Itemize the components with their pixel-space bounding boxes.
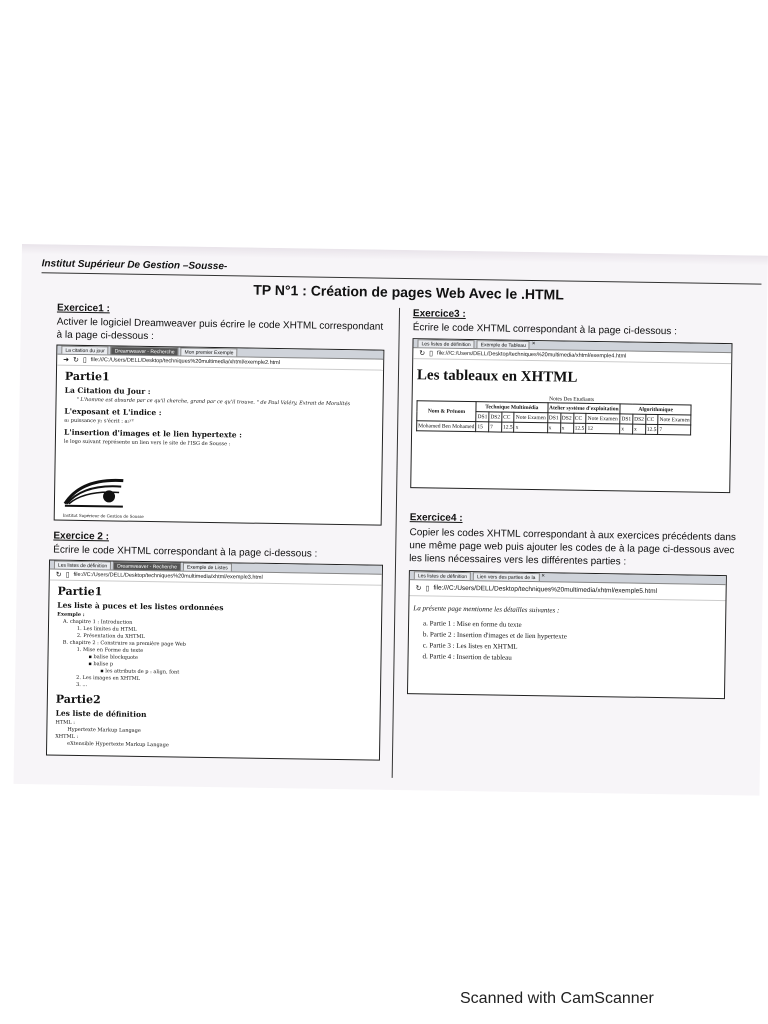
page-icon: ▯ (65, 571, 70, 579)
list-item[interactable]: b. Partie 2 : Insertion d'images et de lien hypertexte (422, 630, 567, 641)
ex3-text: Écrire le code XHTML correspondant à la page ci-dessous : (412, 322, 678, 338)
list-item: A. chapitre 1 : Introduction (63, 618, 133, 626)
reload-icon[interactable]: ↻ (72, 356, 79, 364)
ex2-title: Exercice 2 : (53, 530, 110, 543)
group-header: Atelier système d'exploitation (547, 403, 620, 414)
ex3-tab-1[interactable]: Les listes de définition (417, 339, 474, 348)
table-cell: 7 (489, 422, 502, 432)
list-item: 1. Mise en Forme du texte (76, 646, 144, 654)
sub-header: Note Examen (586, 413, 620, 424)
sub-header: DS1 (476, 412, 489, 422)
ex2-example-label: Exemple : (57, 611, 85, 619)
table-cell: 7 (658, 425, 691, 436)
ex3-tab-2[interactable]: Exemple de Tableau (477, 340, 530, 349)
ex4-text2: une même page web puis ajouter les codes de à la page ci-dessous avec (409, 540, 735, 557)
list-item: ▪ les attributs de p : align, font (100, 668, 180, 676)
ex2-partie2: Partie2 (55, 692, 101, 707)
forward-arrow-icon[interactable]: ➜ (63, 356, 70, 364)
ex4-intro: La présente page mentionne les détailles suivantes : (413, 604, 560, 615)
def-desc: eXtensible Hypertexte Markup Langage (67, 740, 169, 749)
ex4-text3: les liens nécessaires vers les différentes parties : (409, 553, 627, 568)
institute-name: Institut Supérieur De Gestion –Sousse- (41, 258, 228, 273)
table-cell: Mohamed Ben Mohamed (417, 421, 476, 432)
notes-table (416, 400, 692, 435)
table-cell: 12.5 (645, 424, 658, 434)
ex1-tab-1[interactable]: La citation du jour (61, 346, 109, 355)
ex1-exposant-heading: L'exposant et L'indice : (64, 406, 162, 418)
list-item[interactable]: c. Partie 3 : Les listes en XHTML (422, 641, 518, 651)
sub-header: DS1 (547, 413, 560, 423)
isg-logo-image[interactable] (63, 474, 128, 511)
page-icon: ▯ (429, 350, 434, 358)
ex3-title: Exercice3 : (412, 308, 466, 320)
list-item: B. chapitre 2 : Construire sa première page Web (62, 639, 186, 648)
list-item-text: balise blockquote (93, 654, 139, 661)
ex2-tab-1[interactable]: Les listes de définition (54, 561, 111, 570)
def-term: HTML : (55, 719, 75, 726)
ex4-url: file:///C:/Users/DELL/Desktop/techniques%20multimedia/xhtml/exemple5.html (433, 584, 658, 596)
close-icon[interactable]: × (541, 573, 545, 580)
table-cell: 12 (586, 423, 620, 434)
def-desc: Hypertexte Markup Langage (67, 726, 141, 734)
group-header: Algorithmique (620, 404, 691, 415)
table-cell: x (632, 424, 645, 434)
list-item: 2. Présentation du XHTML (76, 632, 145, 640)
ex2-tab-2[interactable]: Dreamweaver - Recherche (113, 561, 181, 570)
ex1-tab-2[interactable]: Dreamweaver - Recherche (111, 346, 179, 355)
table-cell: x (620, 424, 633, 434)
table-cell: x (547, 423, 560, 433)
list-item: 3. ... (76, 681, 88, 689)
list-item-text: les attributs de p : align, font (105, 668, 180, 676)
ex1-partie1: Partie1 (64, 369, 110, 384)
table-cell: 15 (476, 422, 489, 432)
reload-icon[interactable]: ↻ (415, 584, 422, 592)
sub-header: Note Examen (658, 415, 691, 426)
ex3-table-caption: Notes Des Etudiants (549, 396, 595, 404)
ex4-text1: Copier les codes XHTML correspondant à aux exercices précédents dans (409, 527, 737, 544)
table-cell: x (560, 423, 573, 433)
sub-header: Note Examen (514, 412, 547, 423)
list-item[interactable]: d. Partie 4 : Insertion de tableau (422, 652, 512, 662)
list-item[interactable]: a. Partie 1 : Mise en forme du texte (423, 619, 522, 629)
ex4-title: Exercice4 : (409, 512, 463, 524)
ex1-url: file:///C:/Users/DELL/Desktop/techniques%20multimedia/xhtml/exemple2.html (90, 357, 281, 367)
list-item: 1. Les limites du HTML (76, 625, 137, 633)
def-term: XHTML : (55, 733, 79, 740)
ex1-text2: à la page ci-dessous : (56, 329, 154, 343)
sub-header: CC (645, 414, 658, 424)
close-icon[interactable]: × (531, 341, 536, 348)
table-cell: 12.5 (501, 422, 514, 432)
ex1-formula: a₂ puissance y₂ s'écrit : a₂ʸ² (64, 417, 134, 425)
ex2-definition-heading: Les liste de définition (55, 708, 147, 720)
ex1-logo-text: le logo suivant représente un lien vers le site de l'ISG de Sousse : (63, 438, 231, 448)
list-item-text: balise p (93, 661, 114, 668)
ex1-logo-caption: Institut Supérieur de Gestion de Sousse (62, 512, 144, 519)
group-header: Technique Multimédia (476, 402, 547, 413)
ex3-screenshot (410, 338, 732, 493)
list-item: ▪ balise p (88, 661, 114, 668)
page-icon: ▯ (425, 584, 430, 592)
sub-header: DS2 (560, 413, 573, 423)
sub-header: CC (502, 412, 515, 422)
ex1-citation-heading: La Citation du Jour : (64, 385, 151, 397)
column-divider (392, 308, 400, 778)
ex3-url: file:///C:/Users/DELL/Desktop/techniques%20multimedia/xhtml/exemple4.html (437, 350, 627, 360)
ex1-quote: " L'homme est absurde par ce qu'il cherche, grand par ce qu'il trouve. " de Paul Valéry, Extrait de Moralités (76, 396, 351, 408)
table-cell: x (514, 422, 547, 433)
header-rule (42, 272, 762, 284)
scanned-paper (14, 244, 768, 796)
sub-header: DS1 (620, 414, 633, 424)
ex1-title: Exercice1 : (56, 302, 110, 315)
ex4-screenshot (407, 570, 727, 699)
ex1-insertion-heading: L'insertion d'images et le lien hypertexte : (63, 427, 243, 440)
sub-header: DS2 (489, 412, 502, 422)
ex2-screenshot (46, 559, 383, 760)
list-item: ▪ balise blockquote (88, 654, 139, 661)
list-item: 2. Les images en XHTML (76, 674, 141, 682)
camscanner-watermark: Scanned with CamScanner (460, 990, 654, 1007)
ex2-listes-heading: Les liste à puces et les listes ordonnées (57, 600, 224, 613)
ex4-tab-1[interactable]: Les listes de définition (414, 571, 471, 580)
page-icon: ▯ (82, 356, 87, 365)
ex1-screenshot (54, 345, 385, 526)
ex3-heading: Les tableaux en XHTML (416, 367, 578, 386)
ex4-tab-2[interactable]: Lien vers des parties de la (473, 572, 539, 581)
ex1-tab-3[interactable]: Mon premier Exemple (181, 348, 238, 357)
sub-header: CC (573, 413, 586, 423)
ex2-text: Écrire le code XHTML correspondant à la page ci-dessous : (53, 544, 318, 560)
ex2-partie1: Partie1 (57, 584, 103, 599)
sub-header: DS2 (633, 414, 646, 424)
ex2-url: file:///C:/Users/DELL/Desktop/techniques%20multimedia/xhtml/exemple3.html (73, 571, 263, 581)
page-title: TP N°1 : Création de pages Web Avec le .HTML (253, 281, 564, 303)
ex1-text1: Activer le logiciel Dreamweaver puis écrire le code XHTML correspondant (56, 316, 384, 333)
col-name-header: Nom & Prénom (417, 401, 477, 422)
ex2-tab-3[interactable]: Exemple de Listes (183, 563, 232, 572)
reload-icon[interactable]: ↻ (55, 571, 62, 579)
table-cell: 12.5 (573, 423, 586, 433)
reload-icon[interactable]: ↻ (419, 350, 426, 358)
